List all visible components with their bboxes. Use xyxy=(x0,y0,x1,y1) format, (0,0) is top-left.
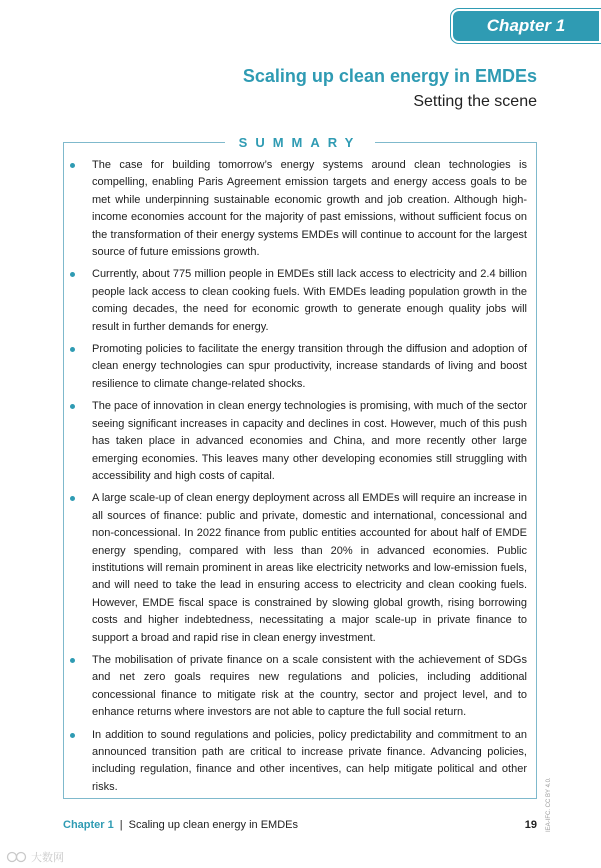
summary-bullet-list xyxy=(64,157,536,801)
summary-bullet xyxy=(64,157,536,261)
bullet-dot-icon xyxy=(70,496,75,501)
summary-box xyxy=(63,135,537,799)
summary-bullet xyxy=(64,266,536,336)
chapter-tab: Chapter 1 xyxy=(451,9,601,43)
page-footer xyxy=(63,819,537,831)
bullet-dot-icon xyxy=(70,658,75,663)
summary-heading-label: SUMMARY xyxy=(225,135,376,150)
watermark xyxy=(6,849,64,865)
summary-bullet xyxy=(64,727,536,797)
bullet-dot-icon xyxy=(70,404,75,409)
summary-bullet-text: A large scale-up of clean energy deployment across all EMDEs will require an increase in all sources of finance: public and private, domestic and international, concessional and non-concessional. In 2022 finance from public entities accounted for about half of EMDE energy spending, compared with less than 20% in advanced economies. Public institutions will remain prominent in areas like electricity networks and low-emission fuels, and will need to take the lead in ensuring access to electricity and clean cooking fuels. However, EMDE fiscal space is constrained by slowing global growth, rising borrowing costs and higher indebtedness, necessitating a major scale-up in private finance to support a broad and rapid rise in clean energy investment. xyxy=(92,492,527,644)
footer-chapter: Chapter 1 xyxy=(63,819,114,831)
page-subtitle: Setting the scene xyxy=(413,93,537,110)
summary-heading xyxy=(64,134,536,152)
footer-chapter-title: Scaling up clean energy in EMDEs xyxy=(128,819,298,831)
watermark-logo-icon xyxy=(6,851,28,863)
footer-separator: | xyxy=(119,819,123,831)
bullet-dot-icon xyxy=(70,163,75,168)
summary-bullet xyxy=(64,398,536,485)
page-title: Scaling up clean energy in EMDEs xyxy=(242,66,537,86)
summary-bullet-text: The mobilisation of private finance on a scale consistent with the achievement of SDGs and net zero goals requires new regulations and policies, including additional concessional finance to mitigate risk at the country, sector and project level, and to enhance returns where investors are not able to capture the full social return. xyxy=(92,653,527,719)
watermark-text: 大数网 xyxy=(31,852,64,864)
footer-running-title xyxy=(63,819,298,831)
summary-bullet xyxy=(64,490,536,647)
bullet-dot-icon xyxy=(70,272,75,277)
bullet-dot-icon xyxy=(70,733,75,738)
summary-bullet-text: The pace of innovation in clean energy technologies is promising, with much of the sector seeing significant increases in capacity and declines in cost. However, much of this push has taken place in advanced economies and China, and more recently other large emerging economies. This leaves many other developing economies still struggling with accessibility and high costs of capital. xyxy=(92,400,527,482)
license-credit: IEA-IFC. CC BY 4.0. xyxy=(546,777,552,832)
summary-bullet-text: The case for building tomorrow’s energy systems around clean technologies is compelling, enabling Paris Agreement emission targets and energy access goals to be met while underpinning sustainable economic growth and job creation. Although high-income economies account for the majority of past emissions, without sufficient focus on the transformation of their energy systems EMDEs will continue to account for the largest source of future emissions growth. xyxy=(92,159,527,259)
summary-bullet-text: Currently, about 775 million people in EMDEs still lack access to electricity and 2.4 billion people lack access to clean cooking fuels. With EMDEs leading population growth in the coming decades, the need for economic growth to generate enough quality jobs will result in further demands for energy. xyxy=(92,268,527,333)
page-number: 19 xyxy=(524,819,537,831)
summary-bullet-text: Promoting policies to facilitate the energy transition through the diffusion and adoption of clean energy technologies can spur productivity, increase standards of living and boost resilience to climate change-related shocks. xyxy=(92,343,527,390)
bullet-dot-icon xyxy=(70,347,75,352)
summary-bullet xyxy=(64,652,536,722)
summary-bullet xyxy=(64,341,536,393)
summary-bullet-text: In addition to sound regulations and policies, policy predictability and commitment to an announced transition path are critical to increase private finance. Advancing policies, including regulation, finance and other incentives, can help mitigate political and other risks. xyxy=(92,728,527,793)
